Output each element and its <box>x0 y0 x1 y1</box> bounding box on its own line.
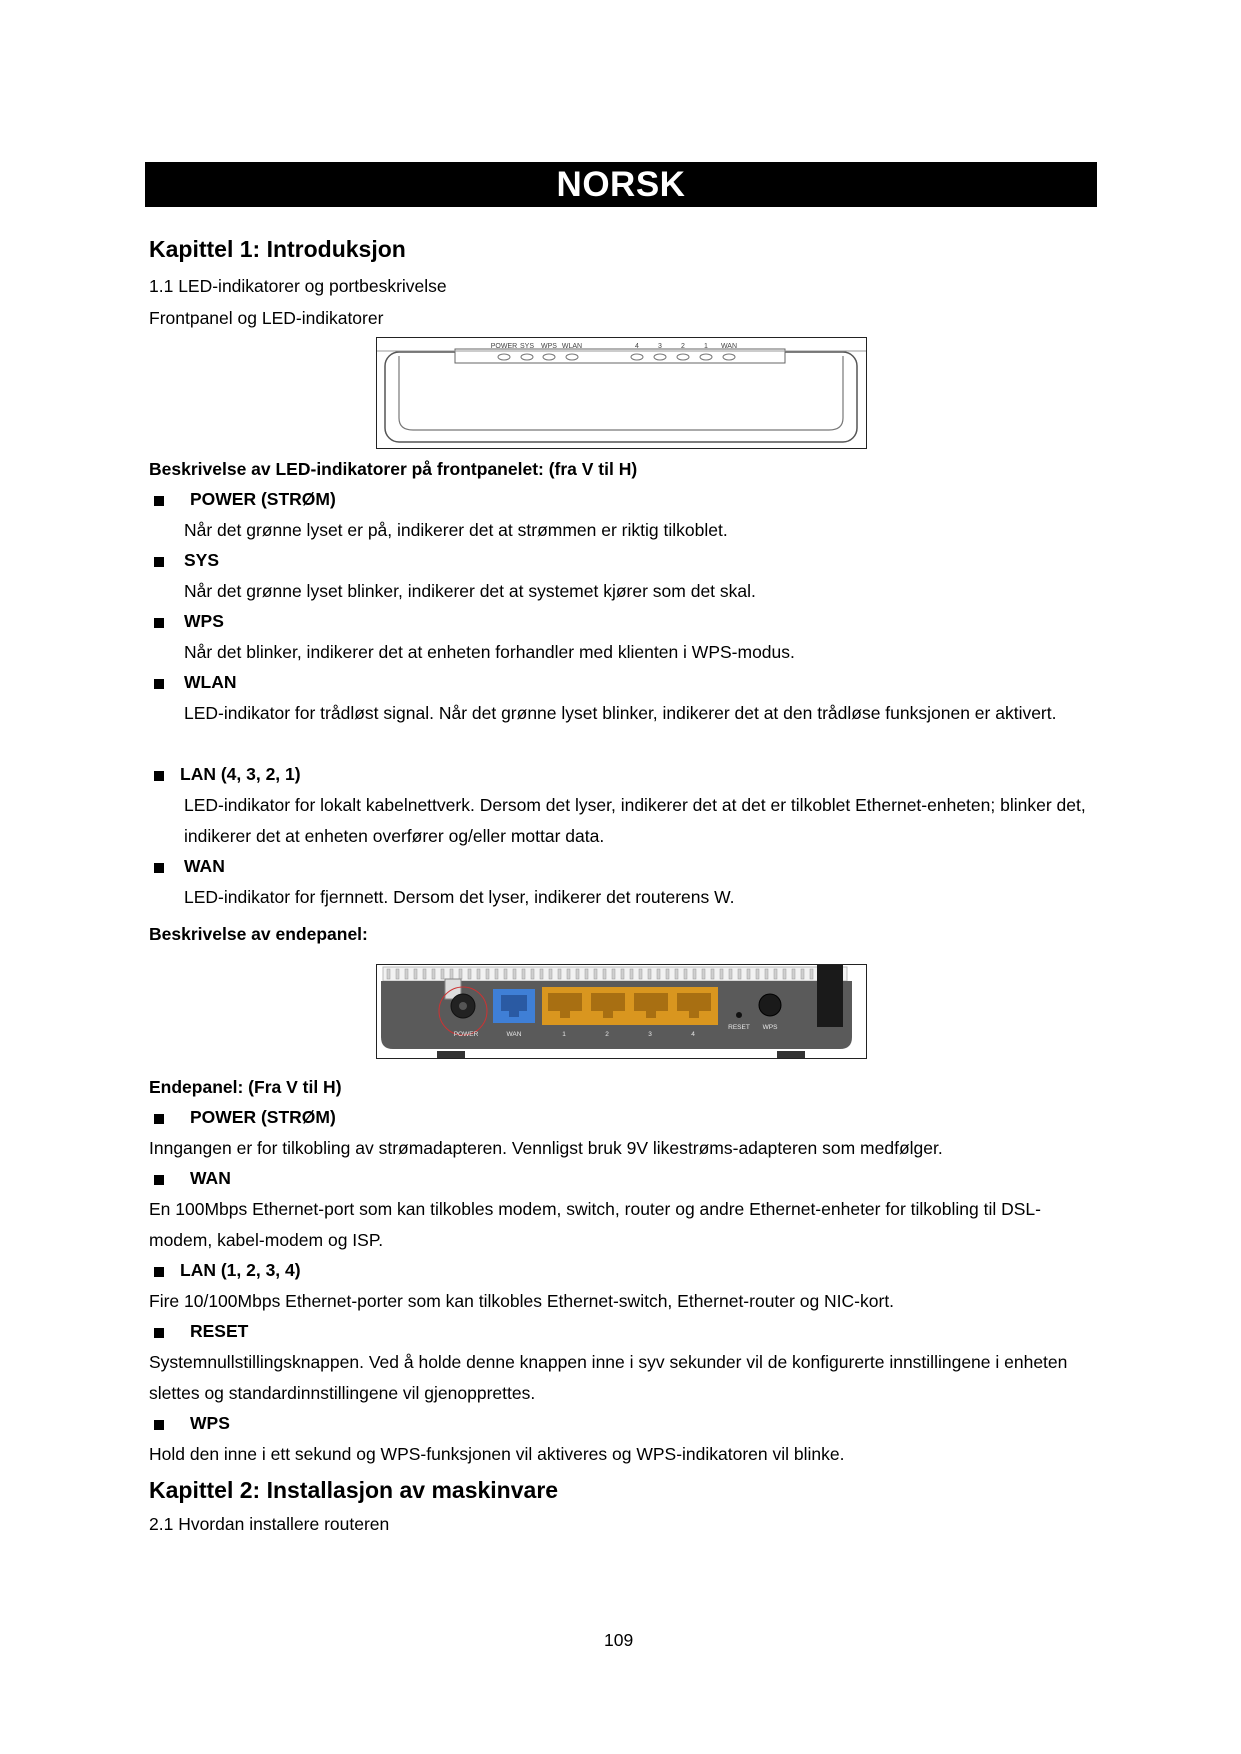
vent-slot <box>648 969 651 979</box>
back-panel-figure <box>376 964 867 1059</box>
bullet-icon <box>154 771 164 781</box>
chapter1-title: Kapittel 1: Introduksjon <box>149 236 406 262</box>
vent-slot <box>414 969 417 979</box>
language-banner: NORSK <box>145 162 1097 207</box>
lan-port-tab <box>603 1011 613 1018</box>
vent-slot <box>477 969 480 979</box>
back-wan-label: WAN <box>190 1168 231 1188</box>
bullet-icon <box>154 863 164 873</box>
lan-port-icon <box>548 993 582 1011</box>
bullet-icon <box>154 1267 164 1277</box>
vent-slot <box>630 969 633 979</box>
vent-slot <box>792 969 795 979</box>
front-wan-label: WAN <box>184 856 225 876</box>
lan-port-tab <box>560 1011 570 1018</box>
front-led-label: WAN <box>720 343 738 350</box>
vent-slot <box>702 969 705 979</box>
back-port-label: WAN <box>506 1031 522 1038</box>
front-led-label: WPS <box>541 343 557 350</box>
back-port-label: 4 <box>691 1031 695 1038</box>
front-power-label: POWER (STRØM) <box>190 489 336 509</box>
back-power-label: POWER (STRØM) <box>190 1107 336 1127</box>
front-panel-subtitle: Frontpanel og LED-indikatorer <box>149 308 384 328</box>
vent-slot <box>693 969 696 979</box>
front-led-label: POWER <box>490 343 518 350</box>
vent-slot <box>522 969 525 979</box>
bullet-icon <box>154 557 164 567</box>
chapter2-title: Kapittel 2: Installasjon av maskinvare <box>149 1477 559 1503</box>
front-wlan-text: LED-indikator for trådløst signal. Når det grønne lyset blinker, indikerer det at den trådløse funksjonen er aktivert. <box>184 703 1057 723</box>
vent-slot <box>567 969 570 979</box>
back-port-label: WPS <box>762 1024 778 1031</box>
vent-slot <box>585 969 588 979</box>
vent-slot <box>558 969 561 979</box>
bullet-icon <box>154 679 164 689</box>
vent-slot <box>621 969 624 979</box>
vent-slot <box>396 969 399 979</box>
bullet-icon <box>154 1420 164 1430</box>
vent-slot <box>486 969 489 979</box>
vent-slot <box>423 969 426 979</box>
bullet-icon <box>154 1114 164 1124</box>
front-led-heading: Beskrivelse av LED-indikatorer på frontpanelet: (fra V til H) <box>149 459 638 479</box>
vent-slot <box>540 969 543 979</box>
front-panel-drawing <box>377 338 866 448</box>
page-number: 109 <box>604 1630 634 1650</box>
vent-slot <box>549 969 552 979</box>
back-reset-text: Systemnullstillingsknappen. Ved å holde denne knappen inne i syv sekunder vil de konfigurerte innstillingene i enheten slettes og standardinnstillingene vil gjenopprettes. <box>149 1352 1068 1403</box>
vent-slot <box>756 969 759 979</box>
back-port-label: 2 <box>605 1031 609 1038</box>
lan-port-tab <box>646 1011 656 1018</box>
front-led-label: 4 <box>635 343 639 350</box>
vent-slot <box>720 969 723 979</box>
vent-slot <box>711 969 714 979</box>
vent-slot <box>747 969 750 979</box>
vent-slot <box>504 969 507 979</box>
vent-slot <box>675 969 678 979</box>
back-power-text: Inngangen er for tilkobling av strømadapteren. Vennligst bruk 9V likestrøms-adapteren som medfølger. <box>149 1138 943 1158</box>
bullet-icon <box>154 1328 164 1338</box>
front-led-label: WLAN <box>561 343 583 350</box>
vent-slot <box>450 969 453 979</box>
vent-slot <box>810 969 813 979</box>
vent-slot <box>684 969 687 979</box>
lan-port-icon <box>634 993 668 1011</box>
back-lan-label: LAN (1, 2, 3, 4) <box>180 1260 301 1280</box>
lan-port-icon <box>677 993 711 1011</box>
section-1-1: 1.1 LED-indikatorer og portbeskrivelse <box>149 276 447 296</box>
front-power-text: Når det grønne lyset er på, indikerer det at strømmen er riktig tilkoblet. <box>184 520 728 540</box>
back-panel-drawing <box>377 965 866 1058</box>
bullet-icon <box>154 496 164 506</box>
bullet-icon <box>154 1175 164 1185</box>
front-wps-text: Når det blinker, indikerer det at enheten forhandler med klienten i WPS-modus. <box>184 642 795 662</box>
front-wan-text: LED-indikator for fjernnett. Dersom det lyser, indikerer det routerens W. <box>184 887 735 907</box>
vent-slot <box>783 969 786 979</box>
vent-slot <box>441 969 444 979</box>
vent-slot <box>765 969 768 979</box>
vent-slot <box>459 969 462 979</box>
back-desc-heading: Endepanel: (Fra V til H) <box>149 1077 342 1097</box>
front-wlan-label: WLAN <box>184 672 237 692</box>
front-led-label: SYS <box>519 343 535 350</box>
vent-slot <box>594 969 597 979</box>
front-sys-text: Når det grønne lyset blinker, indikerer det at systemet kjører som det skal. <box>184 581 756 601</box>
vent-slot <box>468 969 471 979</box>
front-wps-label: WPS <box>184 611 224 631</box>
vent-slot <box>774 969 777 979</box>
front-lan-label: LAN (4, 3, 2, 1) <box>180 764 301 784</box>
vent-slot <box>531 969 534 979</box>
vent-slot <box>738 969 741 979</box>
front-sys-label: SYS <box>184 550 220 570</box>
lan-port-tab <box>689 1011 699 1018</box>
vent-slot <box>405 969 408 979</box>
vent-slot <box>657 969 660 979</box>
back-wps-text: Hold den inne i ett sekund og WPS-funksjonen vil aktiveres og WPS-indikatoren vil blinke. <box>149 1444 845 1464</box>
vent-slot <box>576 969 579 979</box>
lan-port-icon <box>591 993 625 1011</box>
front-led-label: 3 <box>658 343 662 350</box>
vent-slot <box>603 969 606 979</box>
vent-slot <box>729 969 732 979</box>
back-panel-heading: Beskrivelse av endepanel: <box>149 924 368 944</box>
vent-slot <box>387 969 390 979</box>
bullet-icon <box>154 618 164 628</box>
vent-slot <box>801 969 804 979</box>
back-port-label: 3 <box>648 1031 652 1038</box>
vent-slot <box>513 969 516 979</box>
back-wan-text: En 100Mbps Ethernet-port som kan tilkobles modem, switch, router og andre Ethernet-enheter for tilkobling til DSL-modem, kabel-modem og ISP. <box>149 1199 1041 1250</box>
front-led-label: 2 <box>681 343 685 350</box>
back-port-label: 1 <box>562 1031 566 1038</box>
back-wps-label: WPS <box>190 1413 230 1433</box>
section-2-1: 2.1 Hvordan installere routeren <box>149 1514 390 1534</box>
front-panel-figure <box>376 337 867 449</box>
front-lan-text: LED-indikator for lokalt kabelnettverk. Dersom det lyser, indikerer det at det er tilkoblet Ethernet-enheten; blinker det, indikerer det at enheten overfører og/eller mottar data. <box>184 795 1086 846</box>
vent-slot <box>666 969 669 979</box>
back-port-label: POWER <box>453 1031 479 1038</box>
front-led-label: 1 <box>704 343 708 350</box>
back-reset-label: RESET <box>190 1321 249 1341</box>
vent-slot <box>432 969 435 979</box>
back-port-label: RESET <box>728 1024 750 1031</box>
back-lan-text: Fire 10/100Mbps Ethernet-porter som kan tilkobles Ethernet-switch, Ethernet-router og NIC-kort. <box>149 1291 895 1311</box>
vent-slot <box>639 969 642 979</box>
vent-slot <box>612 969 615 979</box>
vent-slot <box>495 969 498 979</box>
